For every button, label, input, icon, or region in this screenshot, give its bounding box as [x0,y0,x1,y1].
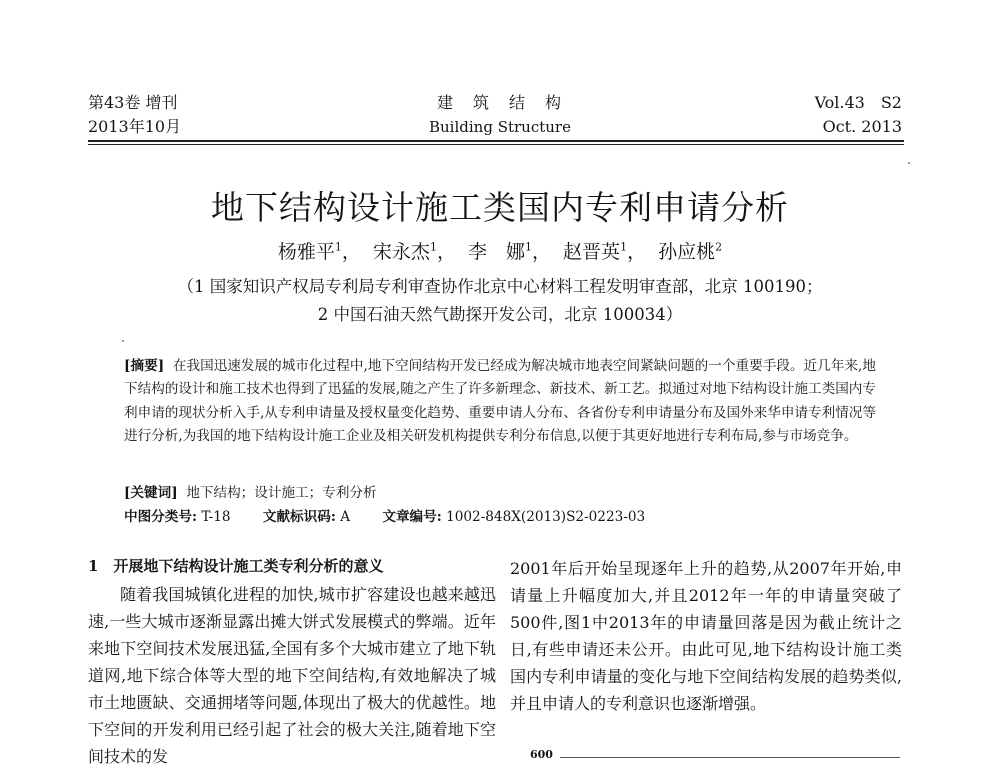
author-affil-mark: 1 [429,240,437,254]
journal-name-en: Building Structure [429,118,571,136]
author-affil-mark: 2 [715,240,723,254]
affiliation-line: 2 中国石油天然气勘探开发公司，北京 100034） [317,305,683,324]
article-number-value: 1002-848X(2013)S2-0223-03 [446,509,646,525]
journal-date: 2013年10月 [88,117,182,136]
header-rule-thick [88,140,904,142]
doc-code-value: A [340,509,351,525]
abstract-text: 在我国迅速发展的城市化过程中,地下空间结构开发已经成为解决城市地表空间紧缺问题的一个重要手段。近几年来,地下结构的设计和施工技术也得到了迅猛的发展,随之产生了许多新理念、新技术、新工艺。拟通过对地下结构设计施工类国内专利申请的现状分析入手,从专利申请量及授权量变化趋势、重要申请人分布、各省份专利申请量分布及国外来华申请专利情况等进行分析,为我国的地下结构设计施工企业及相关研发机构提供专利分布信息,以便于其更好地进行专利布局,参与市场竞争。 [124,358,876,444]
body-column-left [88,581,496,770]
scan-speck [122,340,124,342]
journal-date-en: Oct. 2013 [822,117,902,136]
classification-line [124,505,673,525]
section-heading: 1 开展地下结构设计施工类专利分析的意义 [88,557,384,575]
paper-title: 地下结构设计施工类国内专利申请分析 [211,188,789,227]
chart-gridline [560,757,900,758]
author-name: 宋永杰 [372,241,430,263]
author-name: 孙应桃 [658,241,716,263]
journal-volume-en: Vol.43 S2 [814,93,902,112]
journal-name-cn: 建 筑 结 构 [436,93,563,112]
author-affil-mark: 1 [334,240,342,254]
abstract-block [124,355,876,448]
journal-volume: 第43卷 增刊 [88,93,178,112]
author-name: 李 娜 [467,241,525,263]
body-paragraph: 2001年后开始呈现逐年上升的趋势,从2007年开始,申请量上升幅度加大,并且2012年一年的申请量突破了500件,图1中2013年的申请量回落是因为截止统计之日,有些申请还未公开。由此可见,地下结构设计施工类国内专利申请量的变化与地下空间结构发展的趋势类似,并且申请人的专利意识也逐渐增强。 [510,559,902,713]
header-rule-thin [88,144,904,145]
affiliation-line: （1 国家知识产权局专利局专利审查协作北京中心材料工程发明审查部，北京 100190； [177,277,823,296]
scan-speck [908,162,910,164]
article-number-label: 文章编号: [382,509,442,525]
abstract-label: [摘要] [124,358,165,374]
chart-axis-tick-label: 600 [530,748,553,761]
author-affil-mark: 1 [525,240,532,254]
author-list: 杨雅平$^1$， 宋永杰$^1$， 李 娜$^1$， 赵晋英$^1$， 孙应桃$^2$ [277,240,723,263]
keywords-text: 地下结构；设计施工；专利分析 [186,485,377,501]
keywords-label: [关键词] [124,485,178,501]
body-paragraph: 随着我国城镇化进程的加快,城市扩容建设也越来越迅速,一些大城市逐渐显露出摊大饼式发展模式的弊端。近年来地下空间技术发展迅猛,全国有多个大城市建立了地下轨道网,地下综合体等大型的地下空间结构,有效地解决了城市土地匮缺、交通拥堵等问题,体现出了极大的优越性。地下空间的开发利用已经引起了社会的极大关注,随着地下空间技术的发 [88,585,496,766]
keywords-block [124,481,377,501]
doc-code-label: 文献标识码: [262,509,336,525]
body-column-right [510,555,902,717]
author-affil-mark: 1 [620,240,628,254]
clc-label: 中图分类号: [124,509,197,525]
author-name: 杨雅平 [277,241,335,263]
author-name: 赵晋英 [563,241,621,263]
clc-value: T-18 [201,509,231,525]
